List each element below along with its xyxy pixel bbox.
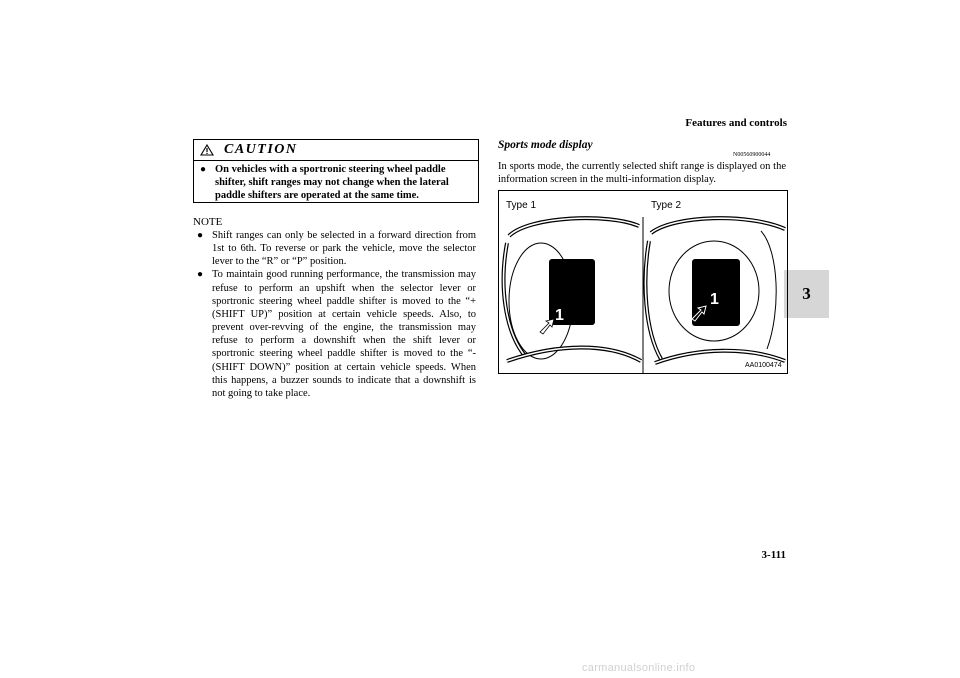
display-illustration <box>499 191 787 373</box>
type1-digit: 1 <box>555 307 564 324</box>
chapter-number: 3 <box>802 284 811 303</box>
caution-header <box>194 140 478 161</box>
type2-cluster <box>645 218 785 363</box>
bullet-icon: ● <box>200 164 207 175</box>
type2-label: Type 2 <box>651 200 682 211</box>
caution-body <box>194 161 478 202</box>
note-item-text: Shift ranges can only be selected in a forward direction from 1st to 6th. To reverse or park the vehicle, move the selector lever to the “R” or “P” position. <box>212 230 476 268</box>
warning-triangle-icon <box>200 144 214 156</box>
bullet-icon: ● <box>197 230 204 241</box>
caution-label: CAUTION <box>224 142 298 157</box>
note-item <box>197 268 476 400</box>
note-item-text: To maintain good running performance, the transmission may refuse to perform an upshift when the selector lever or sportronic steering wheel paddle shifter is moved to the “+ (SHIFT UP)” position at certain vehicle speeds. Also, to prevent over-revving of the engine, the transmission may refuse to perform a downshift when the shift lever or sportronic steering wheel paddle shifter is moved to the “- (SHIFT DOWN)” position at certain vehicle speeds. When this happens, a buzzer sounds to indicate that a downshift is not going to take place. <box>212 269 476 399</box>
caution-text: On vehicles with a sportronic steering wheel paddle shifter, shift ranges may not change when the lateral paddle shifters are operated at the same time. <box>215 164 449 201</box>
display-figure <box>498 190 788 374</box>
section-paragraph: In sports mode, the currently selected shift range is displayed on the information screen in the multi-information display. <box>498 161 786 185</box>
note-label: NOTE <box>193 216 223 228</box>
figure-code: AA0100474 <box>745 362 782 369</box>
chapter-tab <box>784 270 829 318</box>
note-item <box>197 229 476 268</box>
bullet-icon: ● <box>197 269 204 281</box>
type1-arrow-icon <box>540 319 554 334</box>
type2-digit: 1 <box>710 291 719 308</box>
type1-label: Type 1 <box>506 200 537 211</box>
page-number: 3-111 <box>761 549 786 561</box>
header-title: Features and controls <box>685 117 787 129</box>
section-heading: Sports mode display <box>498 139 593 151</box>
section-code: N00560900044 <box>733 152 771 158</box>
type1-cluster <box>504 218 641 361</box>
caution-box <box>193 139 479 203</box>
note-list <box>197 229 476 400</box>
watermark: carmanualsonline.info <box>582 662 696 674</box>
